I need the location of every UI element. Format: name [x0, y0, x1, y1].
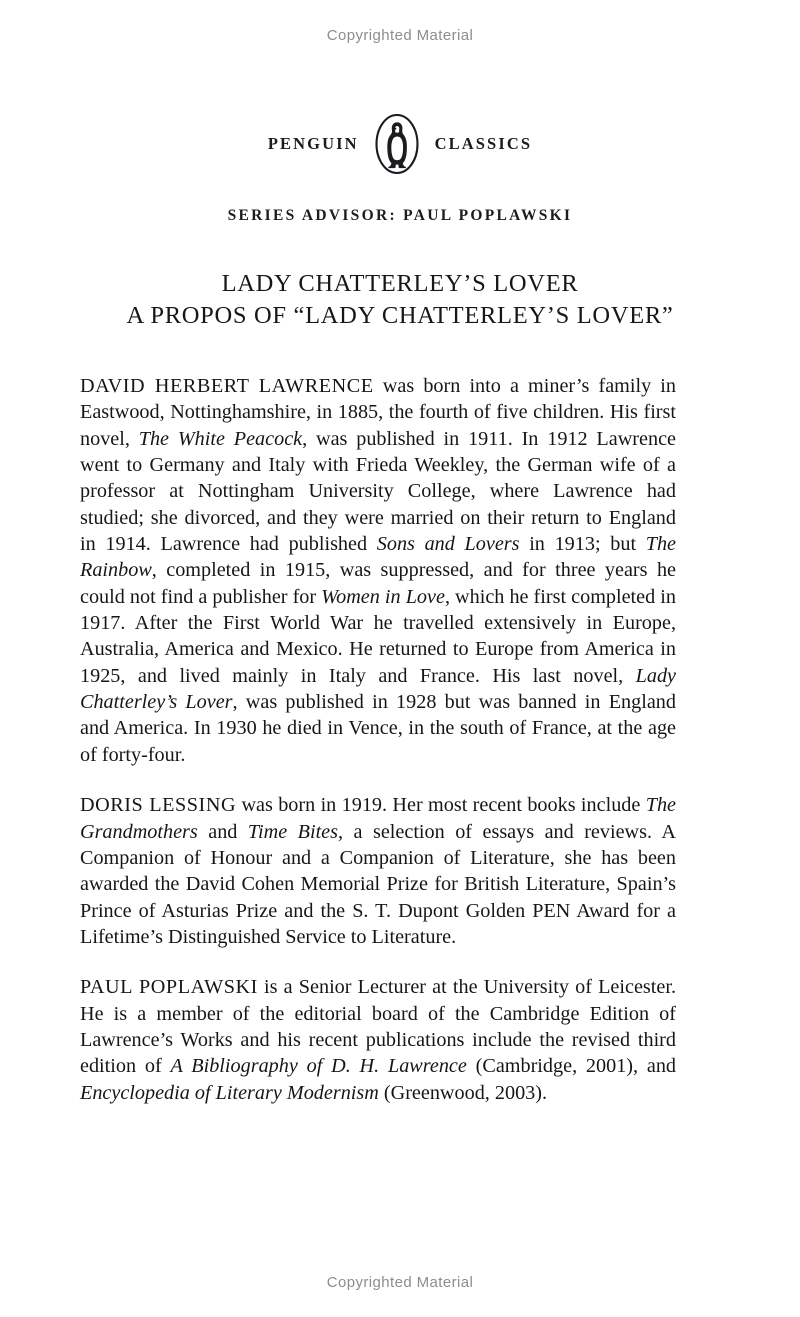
work-title-the-rainbow: The Rainbow — [80, 533, 677, 582]
author-name-poplawski: PAUL POPLAWSKI — [80, 976, 258, 999]
work-title-encyclopedia-literary-modernism: Encyclopedia of Literary Modernism — [80, 1081, 379, 1104]
paragraph-lessing — [80, 792, 676, 950]
lessing-text-3: , a selection of essays and reviews. A Companion of Honour and a Companion of Literature, she has been awarded the David Cohen Memorial Prize for British Literature, Spain’s Prince of Asturias Prize and the S. T. Dupont Golden PEN Award for a Lifetime’s Distinguished Service to Literature. — [80, 820, 676, 948]
penguin-oval-emblem — [374, 113, 420, 175]
lawrence-text-6: , was published in 1928 but was banned in England and America. In 1930 he died in Vence, in the south of France, at the age of forty-four. — [80, 691, 676, 766]
poplawski-text-1: is a Senior Lecturer at the University of Leicester. He is a member of the editorial board of the Cambridge Edition of Lawrence’s Works and his recent publications include the revised third edition of — [80, 976, 676, 1078]
lawrence-text-3: in 1913; but — [519, 533, 646, 556]
logo-word-penguin: PENGUIN — [267, 134, 359, 153]
lawrence-text-4: , completed in 1915, was suppressed, and for three years he could not find a publisher for — [80, 559, 676, 608]
work-title-white-peacock: The White Peacock — [138, 427, 303, 450]
work-title-bibliography-dh-lawrence: A Bibliography of D. H. Lawrence — [170, 1055, 467, 1078]
paragraph-poplawski — [80, 974, 676, 1106]
copyright-watermark-bottom: Copyrighted Material — [326, 1274, 474, 1291]
work-title-sons-and-lovers: Sons and Lovers — [376, 533, 520, 556]
author-name-lawrence: DAVID HERBERT LAWRENCE — [80, 375, 374, 397]
lawrence-text-5: , which he first completed in 1917. After the First World War he travelled extensively in Europe, Australia, America and Mexico. He returned to Europe from America in 1925, and lived mainly in Italy and France. His last novel, — [80, 585, 676, 687]
poplawski-text-3: (Greenwood, 2003). — [378, 1081, 548, 1104]
lessing-text-1: was born in 1919. Her most recent books include — [236, 794, 646, 817]
lawrence-text-1: was born into a miner’s family in Eastwood, Nottinghamshire, in 1885, the fourth of five children. His first novel, — [80, 375, 676, 450]
work-title-lady-chatterleys-lover: Lady Chatterley’s Lover — [80, 664, 676, 714]
lessing-text-2: and — [197, 820, 248, 843]
paragraph-lawrence — [80, 373, 676, 768]
lawrence-text-2: , was published in 1911. In 1912 Lawrence went to Germany and Italy with Frieda Weekley, the German wife of a professor at Nottingham University College, where Lawrence had studied; she divorced, and they were married on their return to England in 1914. Lawrence had published — [80, 427, 676, 556]
biography-section — [80, 373, 676, 1106]
page-title — [0, 268, 800, 332]
work-title-the-grandmothers: The Grandmothers — [80, 794, 676, 843]
copyright-watermark-top: Copyrighted Material — [326, 27, 474, 44]
series-advisor-line: SERIES ADVISOR: PAUL POPLAWSKI — [227, 207, 573, 224]
title-line-1: LADY CHATTERLEY’S LOVER — [221, 270, 579, 297]
author-name-lessing: DORIS LESSING — [80, 794, 237, 817]
work-title-women-in-love: Women in Love — [321, 585, 445, 608]
penguin-classics-logo — [0, 113, 800, 175]
poplawski-text-2: (Cambridge, 2001), and — [466, 1055, 677, 1078]
logo-word-classics: CLASSICS — [434, 134, 533, 153]
work-title-time-bites: Time Bites — [247, 820, 338, 843]
title-line-2: A PROPOS OF “LADY CHATTERLEY’S LOVER” — [126, 302, 674, 329]
